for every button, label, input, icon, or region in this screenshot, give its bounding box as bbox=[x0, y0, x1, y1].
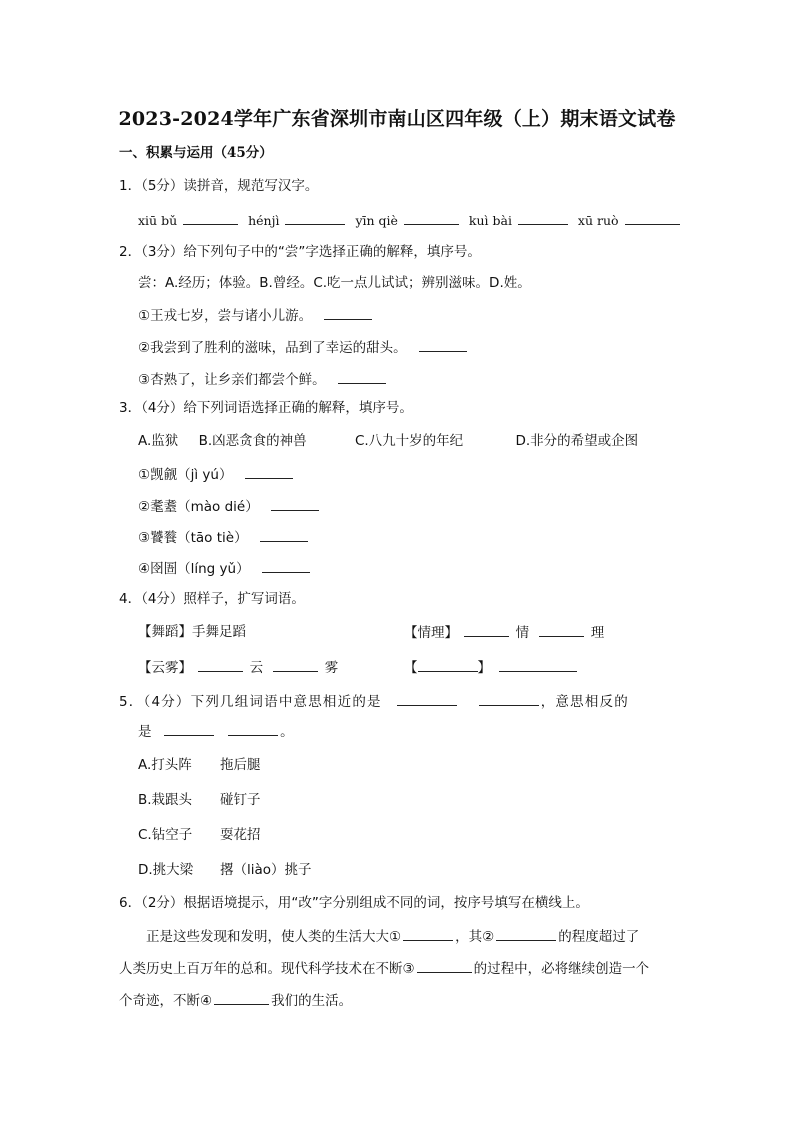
pinyin-item: xū ruò bbox=[577, 213, 619, 228]
word-char: 情 bbox=[515, 625, 530, 641]
item-text: ④囹圄（líng yǔ） bbox=[138, 561, 250, 577]
pair-word: A.打头阵 bbox=[138, 757, 192, 773]
para-text: 的程度超过了 bbox=[558, 929, 640, 945]
answer-blank[interactable] bbox=[271, 496, 319, 511]
answer-blank[interactable] bbox=[403, 926, 453, 941]
answer-blank[interactable] bbox=[324, 305, 372, 320]
para-text: ，其② bbox=[455, 929, 495, 945]
question-5-pair bbox=[138, 790, 261, 810]
question-1-pinyin-row bbox=[138, 210, 682, 231]
answer-blank[interactable] bbox=[464, 622, 509, 637]
answer-blank[interactable] bbox=[417, 958, 472, 973]
option-text: D.非分的希望或企图 bbox=[515, 433, 639, 449]
answer-blank[interactable] bbox=[496, 926, 556, 941]
question-6-para-line bbox=[146, 926, 639, 947]
page-title: 2023-2024学年广东省深圳市南山区四年级（上）期末语文试卷 bbox=[118, 108, 676, 130]
stem-text: 5．（4分）下列几组词语中意思相近的是 bbox=[119, 694, 382, 710]
bracket-right: 】 bbox=[477, 660, 491, 676]
item-text: ②耄耋（mào dié） bbox=[138, 499, 259, 515]
question-4-custom bbox=[404, 657, 579, 678]
pair-word: 耍花招 bbox=[220, 827, 261, 843]
question-4-example: 【舞蹈】手舞足蹈 bbox=[138, 624, 246, 640]
question-2-options: 尝：A.经历；体验。B.曾经。C.吃一点儿试试；辨别滋味。D.姓。 bbox=[138, 275, 531, 291]
para-text: 个奇迹，不断④ bbox=[119, 993, 213, 1009]
bracket-word: 【情理】 bbox=[404, 625, 458, 641]
answer-blank[interactable] bbox=[499, 657, 577, 672]
question-5-pair bbox=[138, 860, 312, 880]
item-text: ①王戎七岁，尝与诸小儿游。 bbox=[138, 308, 313, 324]
word-char: 雾 bbox=[324, 660, 339, 676]
question-5-stem bbox=[119, 691, 629, 712]
pair-word: 撂（liào）挑子 bbox=[220, 862, 312, 878]
word-char: 理 bbox=[590, 625, 605, 641]
word-char: 云 bbox=[249, 660, 264, 676]
pair-word: D.挑大梁 bbox=[138, 862, 194, 878]
section-heading: 一、积累与运用（45分） bbox=[119, 145, 273, 161]
pair-word: B.栽跟头 bbox=[138, 792, 193, 808]
question-4-stem: 4．（4分）照样子，扩写词语。 bbox=[119, 591, 305, 607]
item-text: ①觊觎（jì yú） bbox=[138, 467, 233, 483]
option-text: A.监狱 bbox=[138, 433, 179, 449]
answer-blank[interactable] bbox=[262, 558, 310, 573]
answer-blank[interactable] bbox=[397, 691, 457, 706]
question-3-stem: 3．（4分）给下列词语选择正确的解释，填序号。 bbox=[119, 400, 413, 416]
item-text: ②我尝到了胜利的滋味，品到了幸运的甜头。 bbox=[138, 340, 407, 356]
bracket-left: 【 bbox=[404, 660, 418, 676]
stem-text: ，意思相反的 bbox=[540, 694, 629, 710]
answer-blank[interactable] bbox=[285, 210, 345, 225]
question-2-item bbox=[138, 369, 388, 390]
para-text: 我们的生活。 bbox=[271, 993, 353, 1009]
pinyin-item: xiū bǔ bbox=[138, 213, 178, 228]
question-2-item bbox=[138, 305, 374, 326]
answer-blank[interactable] bbox=[245, 464, 293, 479]
pinyin-item: kuì bài bbox=[468, 213, 512, 228]
answer-blank[interactable] bbox=[338, 369, 386, 384]
question-5-pair bbox=[138, 755, 261, 775]
pinyin-item: hénjì bbox=[248, 213, 280, 228]
question-1-stem: 1．（5分）读拼音，规范写汉字。 bbox=[119, 178, 319, 194]
question-6-para-line bbox=[119, 990, 352, 1011]
answer-blank[interactable] bbox=[273, 657, 318, 672]
pair-word: C.钻空子 bbox=[138, 827, 193, 843]
answer-blank[interactable] bbox=[539, 622, 584, 637]
para-text: 正是这些发现和发明，使人类的生活大大① bbox=[146, 929, 402, 945]
answer-blank[interactable] bbox=[518, 210, 568, 225]
para-text: 人类历史上百万年的总和。现代科学技术在不断③ bbox=[119, 961, 415, 977]
question-5-stem-cont bbox=[138, 721, 294, 742]
answer-blank[interactable] bbox=[214, 990, 269, 1005]
question-3-item bbox=[138, 496, 321, 517]
bracket-word: 【云雾】 bbox=[138, 660, 192, 676]
answer-blank[interactable] bbox=[228, 721, 278, 736]
answer-blank[interactable] bbox=[419, 337, 467, 352]
answer-blank[interactable] bbox=[260, 527, 308, 542]
answer-blank[interactable] bbox=[198, 657, 243, 672]
question-2-stem: 2．（3分）给下列句子中的“尝”字选择正确的解释，填序号。 bbox=[119, 244, 481, 260]
question-3-item bbox=[138, 464, 295, 485]
question-6-stem: 6．（2分）根据语境提示，用“改”字分别组成不同的词，按序号填写在横线上。 bbox=[119, 895, 589, 911]
pair-word: 拖后腿 bbox=[220, 757, 261, 773]
question-3-item bbox=[138, 527, 310, 548]
pinyin-item: yīn qiè bbox=[355, 213, 398, 228]
answer-blank[interactable] bbox=[418, 657, 478, 672]
option-text: C.八九十岁的年纪 bbox=[354, 433, 464, 449]
question-5-pair bbox=[138, 825, 261, 845]
answer-blank[interactable] bbox=[625, 210, 680, 225]
question-2-item bbox=[138, 337, 469, 358]
question-4-qingli bbox=[404, 622, 604, 643]
item-text: ③饕餮（tāo tiè） bbox=[138, 530, 248, 546]
question-3-item bbox=[138, 558, 312, 579]
answer-blank[interactable] bbox=[183, 210, 238, 225]
stem-text: 是 bbox=[138, 724, 152, 740]
para-text: 的过程中，必将继续创造一个 bbox=[473, 961, 650, 977]
answer-blank[interactable] bbox=[479, 691, 539, 706]
question-3-options bbox=[138, 431, 638, 451]
pair-word: 碰钉子 bbox=[220, 792, 261, 808]
item-text: ③杏熟了，让乡亲们都尝个鲜。 bbox=[138, 372, 326, 388]
answer-blank[interactable] bbox=[164, 721, 214, 736]
answer-blank[interactable] bbox=[404, 210, 459, 225]
question-6-para-line bbox=[119, 958, 649, 979]
option-text: B.凶恶贪食的神兽 bbox=[198, 433, 307, 449]
stem-text: 。 bbox=[280, 724, 294, 740]
question-4-yunwu bbox=[138, 657, 338, 678]
